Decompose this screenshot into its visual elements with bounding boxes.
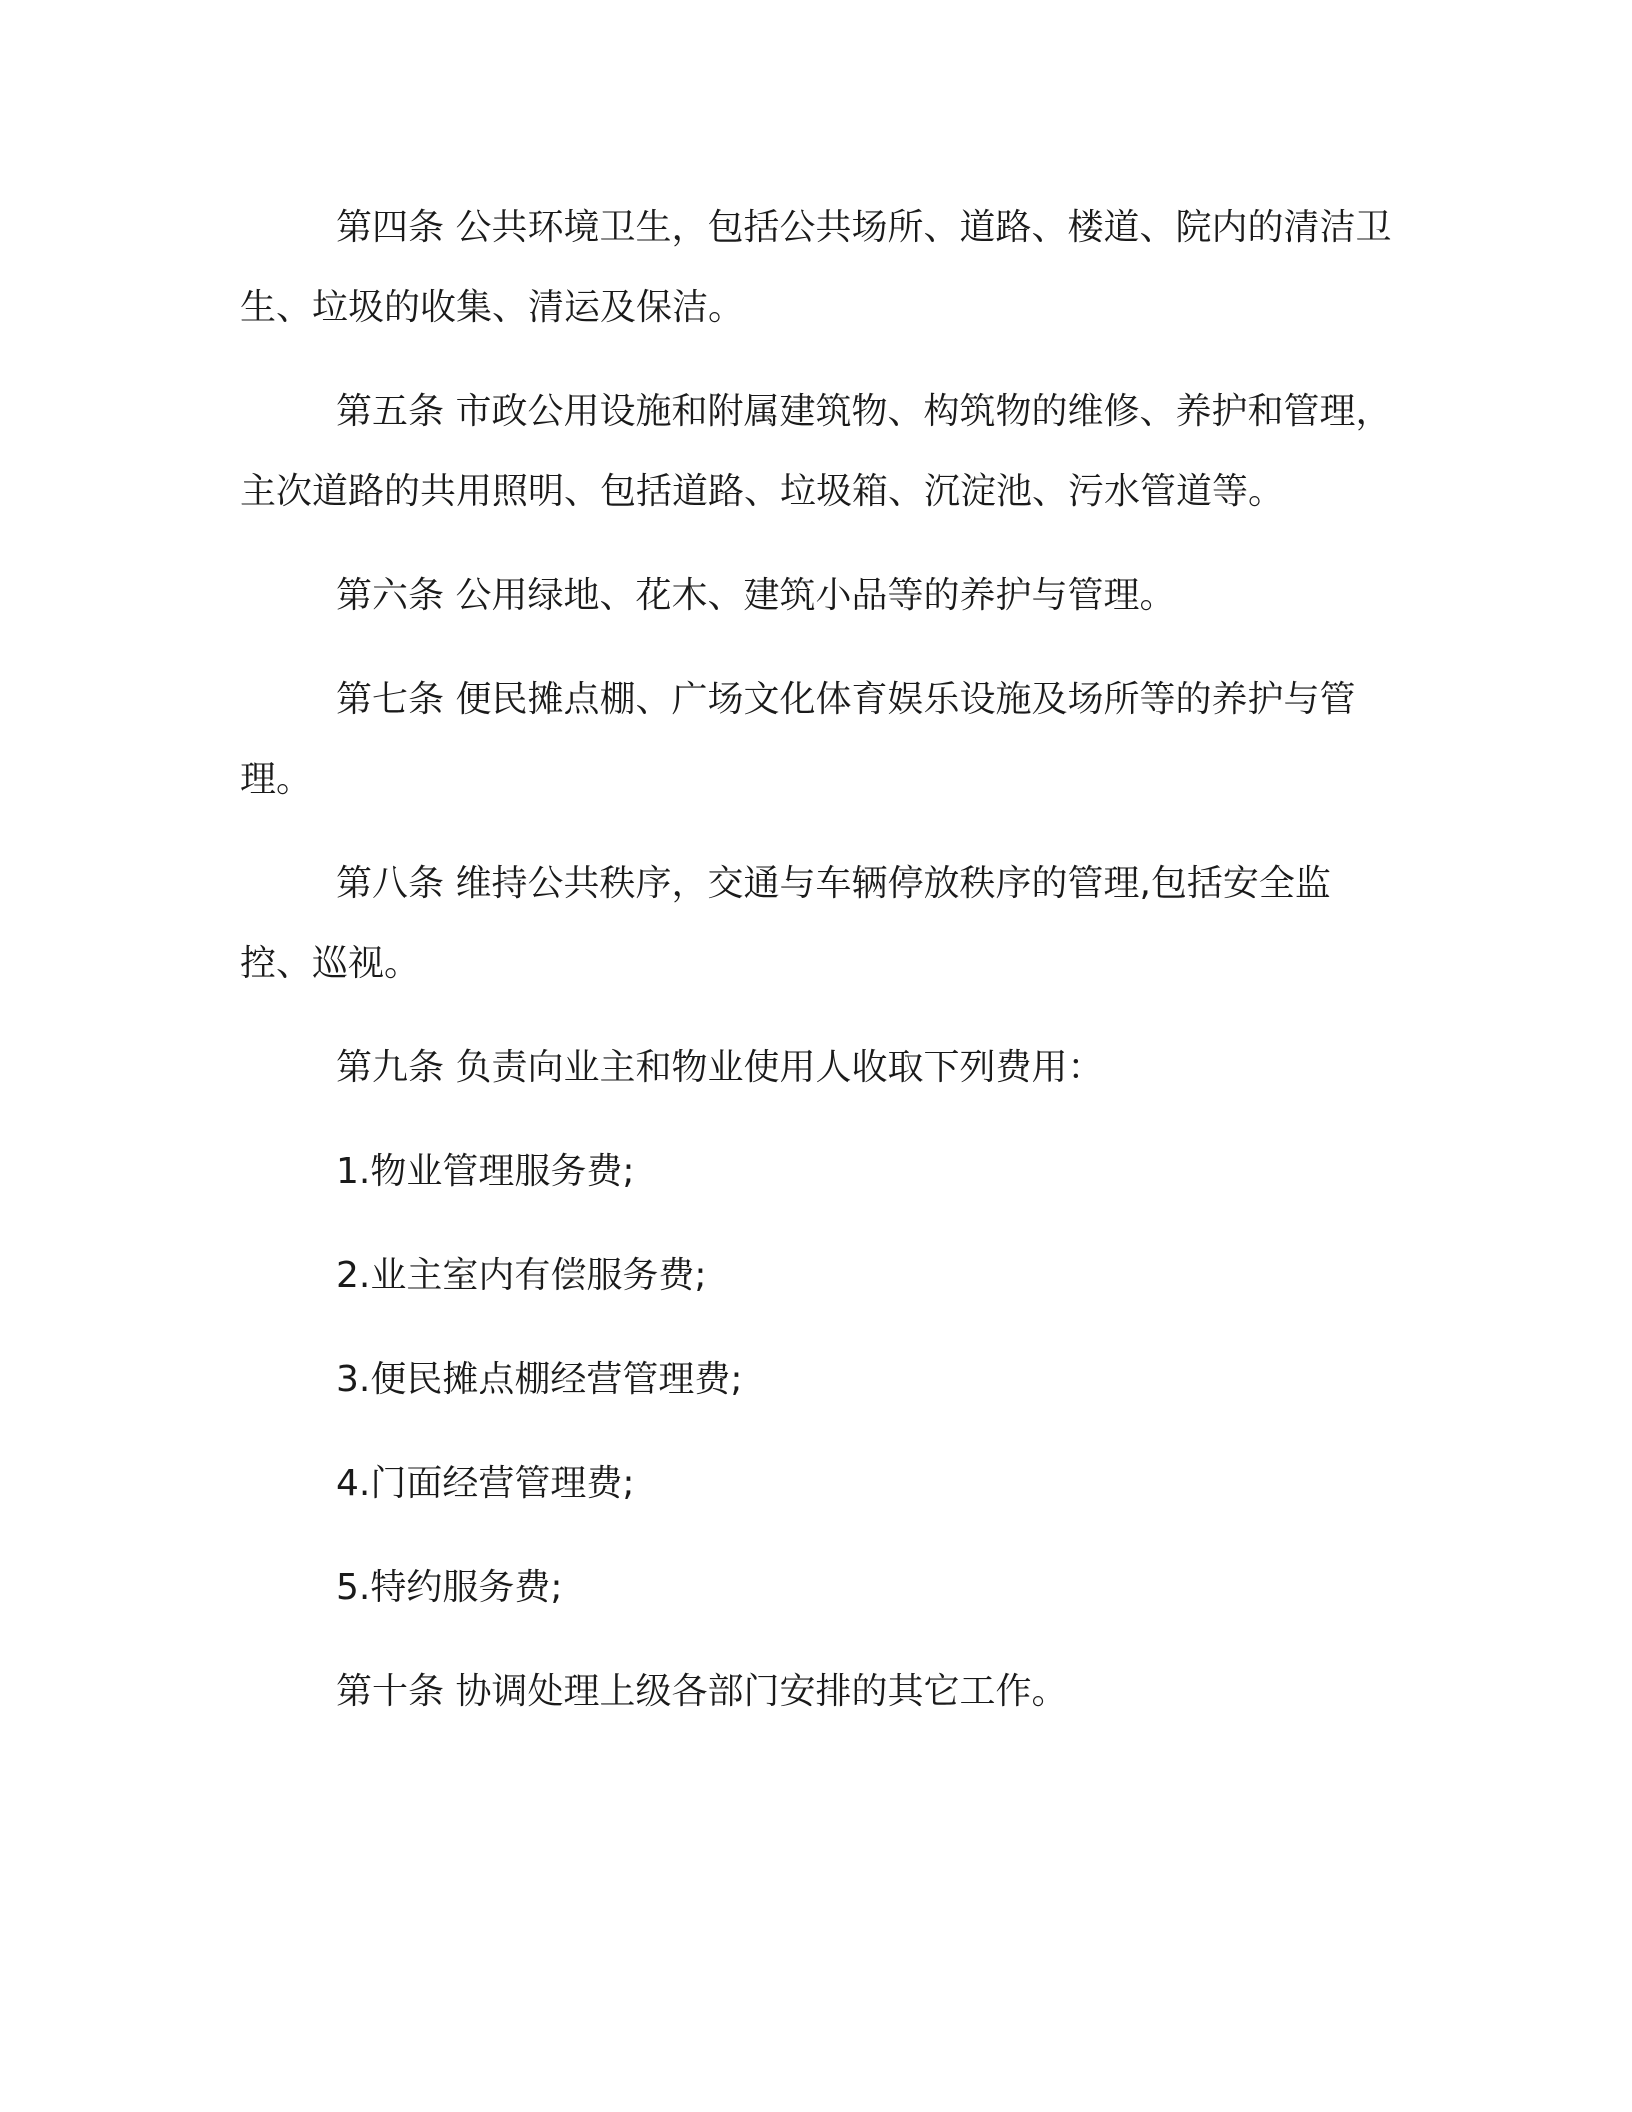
fee-item: 5.特约服务费; (336, 1567, 563, 1608)
article-5: 第五条 市政公用设施和附属建筑物、构筑物的维修、养护和管理，主次道路的共用照明、包括道路、垃圾箱、沉淀池、污水管道等。 (240, 391, 1392, 512)
fee-item: 4.门面经营管理费; (336, 1463, 635, 1504)
fee-item: 3.便民摊点棚经营管理费; (336, 1359, 743, 1400)
article-10: 第十条 协调处理上级各部门安排的其它工作。 (336, 1671, 1068, 1712)
article-8: 第八条 维持公共秩序，交通与车辆停放秩序的管理,包括安全监控、巡视。 (240, 863, 1331, 984)
article-6: 第六条 公用绿地、花木、建筑小品等的养护与管理。 (336, 575, 1176, 616)
article-4: 第四条 公共环境卫生，包括公共场所、道路、楼道、院内的清洁卫生、垃圾的收集、清运及保洁。 (240, 207, 1392, 328)
article-7: 第七条 便民摊点棚、广场文化体育娱乐设施及场所等的养护与管理。 (240, 679, 1356, 800)
fee-item: 1.物业管理服务费; (336, 1151, 635, 1192)
fee-item: 2.业主室内有偿服务费; (336, 1255, 707, 1296)
article-9: 第九条 负责向业主和物业使用人收取下列费用： (336, 1047, 1104, 1088)
document-body (240, 188, 1392, 1756)
